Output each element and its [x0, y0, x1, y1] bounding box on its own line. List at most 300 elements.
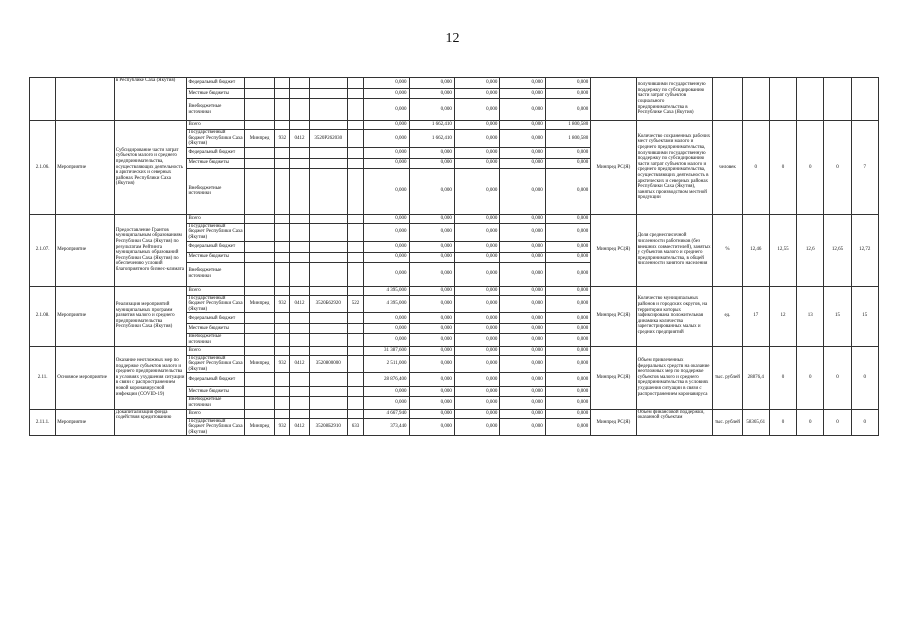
funding-source: Всего — [187, 214, 245, 223]
value-2022: 0,000 — [454, 387, 499, 397]
value-2024: 1 800,580 — [545, 121, 590, 130]
value-2022: 0,000 — [454, 168, 499, 214]
value-2020: 28 876,400 — [364, 373, 409, 387]
vr-cell — [347, 409, 363, 418]
value-2024: 1 800,580 — [545, 130, 590, 148]
value-2020: 0,000 — [364, 214, 409, 223]
table-row — [30, 78, 879, 89]
value-2023: 0,000 — [500, 121, 545, 130]
vr-cell — [347, 241, 363, 252]
value-2021: 1 662,410 — [409, 121, 454, 130]
value-2020: 0,000 — [364, 387, 409, 397]
code-cell — [275, 158, 290, 168]
value-2021: 0,000 — [409, 158, 454, 168]
value-2022: 0,000 — [454, 324, 499, 334]
value-2023: 0,000 — [500, 158, 545, 168]
code-cell — [290, 252, 309, 262]
indicator-unit — [713, 78, 742, 121]
vr-cell: 522 — [347, 295, 363, 313]
responsible: Минпред РС(Я) — [591, 286, 636, 346]
code-cell — [290, 373, 309, 387]
grbs-cell — [244, 313, 274, 324]
value-2024: 0,000 — [545, 168, 590, 214]
value-2023: 0,000 — [500, 214, 545, 223]
vr-cell — [347, 324, 363, 334]
responsible: Минпред РС(Я) — [591, 409, 636, 436]
funding-source: Всего — [187, 409, 245, 418]
csr-cell — [309, 223, 347, 241]
value-2022: 0,000 — [454, 286, 499, 295]
value-2022: 0,000 — [454, 214, 499, 223]
funding-source: Федеральный бюджет — [187, 313, 245, 324]
code-cell — [275, 387, 290, 397]
value-2023: 0,000 — [500, 147, 545, 158]
value-2024: 0,000 — [545, 147, 590, 158]
value-2021: 0,000 — [409, 262, 454, 286]
value-2024: 0,000 — [545, 99, 590, 121]
code-cell — [290, 286, 309, 295]
code-cell — [275, 214, 290, 223]
value-2024: 0,000 — [545, 252, 590, 262]
value-2021: 0,000 — [409, 147, 454, 158]
row-kind: Основное мероприятие — [56, 346, 115, 409]
grbs-cell — [244, 397, 274, 409]
indicator-value — [824, 78, 851, 121]
grbs-cell — [244, 89, 274, 99]
responsible: Минпред РС(Я) — [591, 214, 636, 286]
row-name: Докапитализация фонда содействия кредитованию — [114, 409, 187, 436]
value-2023: 0,000 — [500, 409, 545, 418]
code-cell — [290, 313, 309, 324]
value-2020: 0,000 — [364, 168, 409, 214]
value-2020: 0,000 — [364, 241, 409, 252]
value-2020: 4 395,000 — [364, 286, 409, 295]
value-2021: 0,000 — [409, 334, 454, 346]
table-row — [30, 346, 879, 355]
responsible — [591, 78, 636, 121]
code-cell: 0412 — [290, 355, 309, 373]
value-2022: 0,000 — [454, 397, 499, 409]
value-2021: 0,000 — [409, 252, 454, 262]
code-cell — [290, 78, 309, 89]
value-2024: 0,000 — [545, 223, 590, 241]
value-2023: 0,000 — [500, 286, 545, 295]
value-2023: 0,000 — [500, 355, 545, 373]
csr-cell: 35208Б2910 — [309, 418, 347, 436]
code-cell — [290, 324, 309, 334]
value-2022: 0,000 — [454, 418, 499, 436]
code-cell — [290, 346, 309, 355]
grbs-cell — [244, 99, 274, 121]
code-cell — [275, 241, 290, 252]
indicator-value: 0 — [769, 121, 796, 215]
value-2024: 0,000 — [545, 346, 590, 355]
value-2022: 0,000 — [454, 78, 499, 89]
value-2022: 0,000 — [454, 313, 499, 324]
indicator-unit: тыс. рублей — [713, 346, 742, 409]
indicator-value: 12,6 — [797, 214, 824, 286]
value-2020: 4 667,940 — [364, 409, 409, 418]
csr-cell — [309, 168, 347, 214]
value-2023: 0,000 — [500, 313, 545, 324]
vr-cell — [347, 223, 363, 241]
code-cell: 0412 — [290, 130, 309, 148]
value-2020: 373,440 — [364, 418, 409, 436]
value-2023: 0,000 — [500, 78, 545, 89]
vr-cell — [347, 286, 363, 295]
csr-cell — [309, 121, 347, 130]
value-2023: 0,000 — [500, 252, 545, 262]
row-number: 2.1.06. — [30, 121, 56, 215]
value-2022: 0,000 — [454, 99, 499, 121]
csr-cell — [309, 346, 347, 355]
value-2021: 0,000 — [409, 373, 454, 387]
csr-cell — [309, 397, 347, 409]
vr-cell — [347, 252, 363, 262]
row-kind: Мероприятие — [56, 214, 115, 286]
value-2020: 0,000 — [364, 121, 409, 130]
grbs-cell — [244, 387, 274, 397]
value-2024: 0,000 — [545, 324, 590, 334]
funding-source: Местные бюджеты — [187, 252, 245, 262]
funding-source: Государственный бюджет Республики Саха (Якутия) — [188, 130, 243, 147]
vr-cell: 633 — [347, 418, 363, 436]
value-2021: 0,000 — [409, 241, 454, 252]
row-name: Предоставление Грантов муниципальным образованиям Республики Саха (Якутия) по результатам Рейтинга муниципальных образований Республики Саха (Якутия) по обеспечению условий благоприятного бизнес-климата — [114, 214, 187, 286]
funding-source: Всего — [187, 346, 245, 355]
indicator: Количество муниципальных районов и городских округов, на территории которых зафиксирована положительная динамика количества зарегистрированных малых и средних предприятий — [636, 286, 713, 346]
code-cell: 0412 — [290, 418, 309, 436]
indicator-value — [797, 78, 824, 121]
value-2021: 0,000 — [409, 99, 454, 121]
value-2021: 0,000 — [409, 387, 454, 397]
value-2023: 0,000 — [500, 89, 545, 99]
vr-cell — [347, 387, 363, 397]
code-cell — [290, 214, 309, 223]
value-2024: 0,000 — [545, 313, 590, 324]
code-cell: 0412 — [290, 295, 309, 313]
code-cell — [290, 334, 309, 346]
value-2020: 31 387,600 — [364, 346, 409, 355]
funding-source: Всего — [187, 121, 245, 130]
grbs-cell: Минпред — [244, 130, 274, 148]
row-name: Субсидирование части затрат субъектов малого и среднего предпринимательства, осуществляющих деятельность в арктических и северных районах Республики Саха (Якутия) — [114, 121, 187, 215]
value-2024: 0,000 — [545, 397, 590, 409]
indicator-value: 12,46 — [742, 214, 769, 286]
row-number: 2.1.08. — [30, 286, 56, 346]
code-cell — [275, 223, 290, 241]
csr-cell — [309, 89, 347, 99]
value-2021: 1 662,410 — [409, 130, 454, 148]
indicator: получившими государственную поддержку по субсидированию части затрат субъектов социального предпринимательства в Республике Саха (Якутия) — [636, 78, 713, 121]
grbs-cell — [244, 214, 274, 223]
funding-source: Всего — [187, 286, 245, 295]
indicator-value — [851, 78, 878, 121]
row-number — [30, 78, 56, 121]
value-2022: 0,000 — [454, 295, 499, 313]
indicator-value: 12,55 — [769, 214, 796, 286]
value-2023: 0,000 — [500, 397, 545, 409]
code-cell: 932 — [275, 130, 290, 148]
indicator-value: 17 — [742, 286, 769, 346]
value-2020: 0,000 — [364, 334, 409, 346]
csr-cell — [309, 373, 347, 387]
vr-cell — [347, 397, 363, 409]
value-2020: 0,000 — [364, 252, 409, 262]
value-2022: 0,000 — [454, 241, 499, 252]
funding-source: Внебюджетные источники — [187, 99, 245, 121]
value-2024: 0,000 — [545, 387, 590, 397]
value-2022: 0,000 — [454, 147, 499, 158]
indicator: Количество сохраненных рабочих мест субъектами малого и среднего предпринимательства, получившими государственную поддержку по субсидированию части затрат субъектов малого и среднего предпринимательства, осуществляющих деятельность в арктических и северных районах Республики Саха (Якутия), занятых производством местной продукции — [636, 121, 713, 215]
indicator-value: 12 — [769, 286, 796, 346]
grbs-cell — [244, 121, 274, 130]
indicator-value: 0 — [851, 409, 878, 436]
value-2024: 0,000 — [545, 409, 590, 418]
grbs-cell: Минпред — [244, 355, 274, 373]
code-cell: 932 — [275, 418, 290, 436]
grbs-cell — [244, 334, 274, 346]
code-cell — [275, 121, 290, 130]
value-2023: 0,000 — [500, 168, 545, 214]
value-2020: 0,000 — [364, 130, 409, 148]
code-cell: 932 — [275, 355, 290, 373]
csr-cell — [309, 313, 347, 324]
indicator-value: 58365,61 — [742, 409, 769, 436]
grbs-cell — [244, 346, 274, 355]
indicator-value: 0 — [824, 409, 851, 436]
row-name: Реализация мероприятий муниципальных программ развития малого и среднего предпринимательства Республики Саха (Якутия) — [114, 286, 187, 346]
funding-source: Федеральный бюджет — [187, 147, 245, 158]
code-cell — [290, 262, 309, 286]
csr-cell — [309, 262, 347, 286]
indicator-value: 0 — [769, 346, 796, 409]
program-table — [29, 77, 879, 436]
row-kind: Мероприятие — [56, 121, 115, 215]
value-2020: 0,000 — [364, 397, 409, 409]
value-2022: 0,000 — [454, 223, 499, 241]
value-2023: 0,000 — [500, 99, 545, 121]
code-cell — [290, 158, 309, 168]
grbs-cell — [244, 78, 274, 89]
value-2023: 0,000 — [500, 334, 545, 346]
funding-source: Государственный бюджет Республики Саха (Якутия) — [188, 223, 243, 240]
value-2023: 0,000 — [500, 346, 545, 355]
funding-source: Федеральный бюджет — [187, 373, 245, 387]
value-2023: 0,000 — [500, 295, 545, 313]
code-cell — [275, 409, 290, 418]
code-cell — [290, 89, 309, 99]
value-2023: 0,000 — [500, 223, 545, 241]
code-cell — [275, 334, 290, 346]
value-2021: 0,000 — [409, 409, 454, 418]
value-2021: 0,000 — [409, 355, 454, 373]
value-2020: 0,000 — [364, 99, 409, 121]
indicator-value: 13 — [797, 286, 824, 346]
indicator-value: 12,72 — [851, 214, 878, 286]
funding-source: Местные бюджеты — [187, 387, 245, 397]
table-row — [30, 286, 879, 295]
csr-cell: 3520Р262030 — [309, 130, 347, 148]
value-2024: 0,000 — [545, 241, 590, 252]
grbs-cell: Минпред — [244, 418, 274, 436]
value-2022: 0,000 — [454, 89, 499, 99]
value-2022: 0,000 — [454, 262, 499, 286]
value-2020: 0,000 — [364, 313, 409, 324]
value-2021: 0,000 — [409, 295, 454, 313]
indicator-unit: человек — [713, 121, 742, 215]
code-cell — [275, 286, 290, 295]
indicator-value: 0 — [851, 346, 878, 409]
indicator-value: 7 — [851, 121, 878, 215]
vr-cell — [347, 214, 363, 223]
grbs-cell — [244, 252, 274, 262]
indicator-unit: тыс. рублей — [713, 409, 742, 436]
value-2022: 0,000 — [454, 346, 499, 355]
indicator-value: 0 — [742, 121, 769, 215]
code-cell — [290, 223, 309, 241]
indicator-value: 15 — [851, 286, 878, 346]
value-2024: 0,000 — [545, 355, 590, 373]
code-cell — [290, 387, 309, 397]
code-cell — [275, 252, 290, 262]
page-number: 12 — [445, 31, 460, 46]
value-2024: 0,000 — [545, 334, 590, 346]
csr-cell — [309, 99, 347, 121]
value-2020: 0,000 — [364, 262, 409, 286]
row-kind: Мероприятие — [56, 409, 115, 436]
code-cell — [275, 397, 290, 409]
vr-cell — [347, 373, 363, 387]
csr-cell — [309, 158, 347, 168]
row-kind — [56, 78, 115, 121]
code-cell — [290, 241, 309, 252]
funding-source: Внебюджетные источники — [187, 397, 245, 409]
value-2022: 0,000 — [454, 355, 499, 373]
row-number: 2.11.1. — [30, 409, 56, 436]
indicator: Объем финансовой поддержки, оказанной субъектам — [636, 409, 713, 436]
csr-cell — [309, 387, 347, 397]
grbs-cell — [244, 286, 274, 295]
indicator-value: 0 — [797, 409, 824, 436]
code-cell — [290, 121, 309, 130]
indicator-value: 0 — [824, 346, 851, 409]
value-2022: 0,000 — [454, 130, 499, 148]
vr-cell — [347, 78, 363, 89]
vr-cell — [347, 168, 363, 214]
value-2024: 0,000 — [545, 158, 590, 168]
value-2021: 0,000 — [409, 324, 454, 334]
csr-cell — [309, 286, 347, 295]
value-2022: 0,000 — [454, 121, 499, 130]
value-2024: 0,000 — [545, 295, 590, 313]
indicator-value: 28876,4 — [742, 346, 769, 409]
value-2024: 0,000 — [545, 418, 590, 436]
csr-cell — [309, 252, 347, 262]
row-kind: Мероприятие — [56, 286, 115, 346]
value-2024: 0,000 — [545, 78, 590, 89]
value-2021: 0,000 — [409, 168, 454, 214]
csr-cell — [309, 241, 347, 252]
csr-cell — [309, 334, 347, 346]
value-2021: 0,000 — [409, 397, 454, 409]
value-2022: 0,000 — [454, 334, 499, 346]
value-2024: 0,000 — [545, 89, 590, 99]
funding-source: Федеральный бюджет — [187, 78, 245, 89]
indicator-value: 0 — [797, 121, 824, 215]
indicator-unit: % — [713, 214, 742, 286]
code-cell — [275, 147, 290, 158]
vr-cell — [347, 130, 363, 148]
code-cell — [275, 168, 290, 214]
code-cell — [290, 99, 309, 121]
table-body — [30, 78, 879, 436]
value-2022: 0,000 — [454, 409, 499, 418]
vr-cell — [347, 158, 363, 168]
value-2022: 0,000 — [454, 252, 499, 262]
indicator-value — [769, 78, 796, 121]
indicator-value: 0 — [769, 409, 796, 436]
code-cell — [275, 262, 290, 286]
indicator: Доля среднесписочной численности работников (без внешних совместителей), занятых у субъектов малого и среднего предпринимательства, в общей численности занятого населения — [636, 214, 713, 286]
value-2021: 0,000 — [409, 346, 454, 355]
row-number: 2.11. — [30, 346, 56, 409]
indicator-value: 15 — [824, 286, 851, 346]
funding-source: Федеральный бюджет — [187, 241, 245, 252]
indicator-value: 12,65 — [824, 214, 851, 286]
value-2021: 0,000 — [409, 286, 454, 295]
value-2021: 0,000 — [409, 89, 454, 99]
table-row — [30, 409, 879, 418]
value-2024: 0,000 — [545, 373, 590, 387]
code-cell — [275, 99, 290, 121]
value-2020: 0,000 — [364, 89, 409, 99]
vr-cell — [347, 89, 363, 99]
code-cell — [275, 313, 290, 324]
funding-source: Государственный бюджет Республики Саха (Якутия) — [188, 418, 243, 435]
csr-cell: 3520Б62920 — [309, 295, 347, 313]
responsible: Минпред РС(Я) — [591, 346, 636, 409]
grbs-cell — [244, 147, 274, 158]
value-2020: 2 511,000 — [364, 355, 409, 373]
value-2023: 0,000 — [500, 418, 545, 436]
row-number: 2.1.07. — [30, 214, 56, 286]
value-2023: 0,000 — [500, 324, 545, 334]
grbs-cell — [244, 241, 274, 252]
value-2021: 0,000 — [409, 313, 454, 324]
vr-cell — [347, 262, 363, 286]
funding-source: Местные бюджеты — [187, 158, 245, 168]
value-2020: 0,000 — [364, 78, 409, 89]
value-2020: 0,000 — [364, 147, 409, 158]
value-2020: 4 395,000 — [364, 295, 409, 313]
responsible: Минпред РС(Я) — [591, 121, 636, 215]
table-row — [30, 121, 879, 130]
funding-source: Государственный бюджет Республики Саха (Якутия) — [188, 355, 243, 372]
value-2023: 0,000 — [500, 130, 545, 148]
grbs-cell — [244, 373, 274, 387]
csr-cell — [309, 324, 347, 334]
value-2021: 0,000 — [409, 78, 454, 89]
funding-source: Государственный бюджет Республики Саха (Якутия) — [188, 295, 243, 312]
value-2021: 0,000 — [409, 214, 454, 223]
indicator-unit: ед. — [713, 286, 742, 346]
code-cell — [275, 89, 290, 99]
value-2023: 0,000 — [500, 262, 545, 286]
grbs-cell — [244, 262, 274, 286]
funding-source: Местные бюджеты — [187, 324, 245, 334]
code-cell — [275, 346, 290, 355]
